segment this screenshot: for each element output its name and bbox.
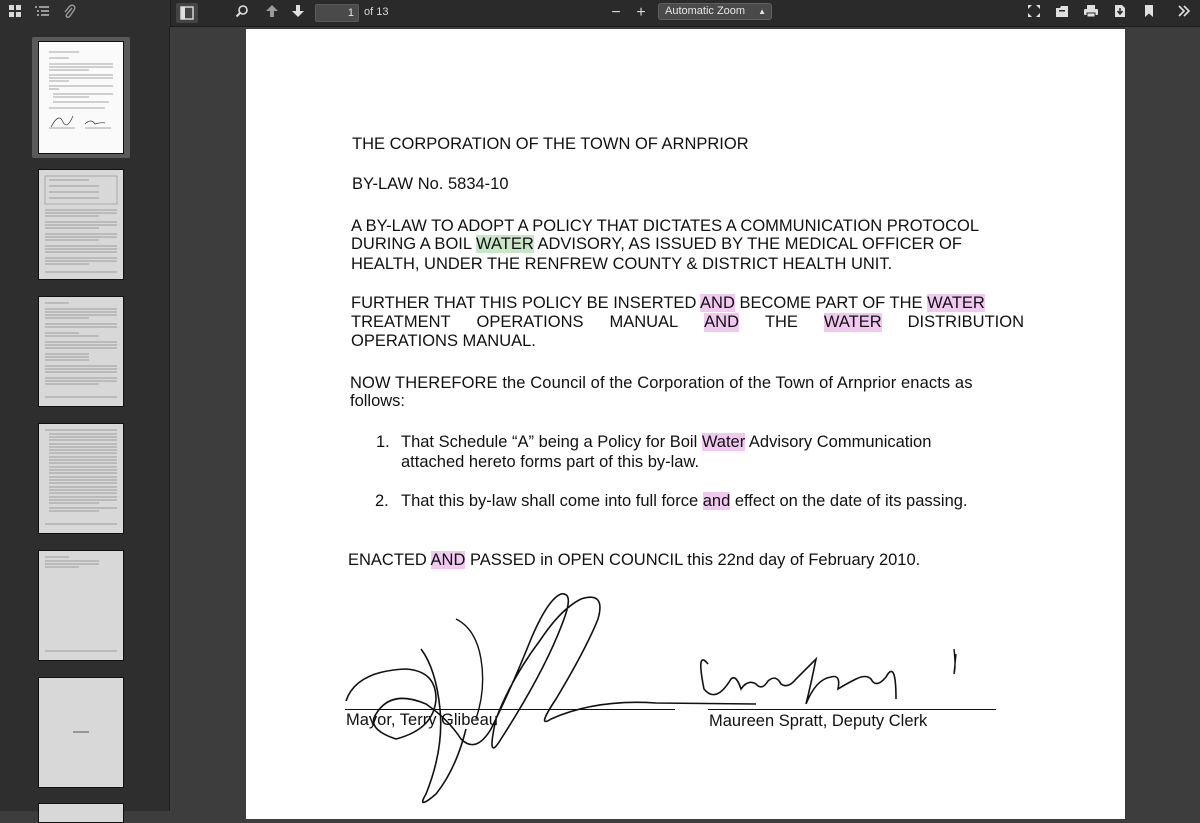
tools-menu-icon[interactable] <box>1174 4 1194 22</box>
search-match: Water <box>701 433 746 451</box>
page-count-label: of 13 <box>364 6 389 18</box>
clerk-signature-line <box>708 709 996 710</box>
further-line-3: OPERATIONS MANUAL. <box>351 332 536 350</box>
page-thumbnail-3[interactable] <box>38 296 124 407</box>
presentation-mode-icon[interactable] <box>1024 4 1044 22</box>
thumbnail-sidebar <box>0 27 170 811</box>
search-match: WATER <box>823 313 882 331</box>
title-line-1: A BY-LAW TO ADOPT A POLICY THAT DICTATES A COMMUNICATION PROTOCOL <box>351 217 980 235</box>
enacting-clause-line-1: NOW THEREFORE the Council of the Corporation of the Town of Arnprior enacts as <box>350 374 973 392</box>
print-icon[interactable] <box>1081 4 1101 22</box>
item-2-line: That this by-law shall come into full force and effect on the date of its passing. <box>401 492 968 510</box>
next-page-icon[interactable] <box>288 4 308 22</box>
search-match: and <box>702 492 731 510</box>
page-thumbnail-4[interactable] <box>38 423 124 534</box>
attachments-icon[interactable] <box>59 4 79 22</box>
mayor-signature-line <box>345 709 675 710</box>
mayor-signature-label: Mayor, Terry Glibeau <box>346 711 498 729</box>
zoom-in-button[interactable]: + <box>636 4 646 21</box>
title-line-3: HEALTH, UNDER THE RENFREW COUNTY & DISTRICT HEALTH UNIT. <box>351 255 893 273</box>
page-thumbnail-5[interactable] <box>38 550 124 661</box>
clerk-signature-label: Maureen Spratt, Deputy Clerk <box>709 712 928 730</box>
title-line-2: DURING A BOIL WATER ADVISORY, AS ISSUED BY THE MEDICAL OFFICER OF <box>351 235 962 253</box>
zoom-select[interactable] <box>658 3 772 20</box>
zoom-out-button[interactable]: − <box>611 4 621 21</box>
zoom-select-value: Automatic Zoom <box>665 5 746 17</box>
item-1-number: 1. <box>376 433 390 451</box>
item-1-line-1: That Schedule “A” being a Policy for Boil Water Advisory Communication <box>401 433 932 451</box>
signatures-image <box>336 579 1036 819</box>
open-file-icon[interactable] <box>1052 4 1072 22</box>
select-arrows-icon: ▲ <box>758 7 766 16</box>
page-thumbnail-7[interactable] <box>38 803 124 823</box>
bookmark-icon[interactable] <box>1139 4 1159 22</box>
enacting-clause-line-2: follows: <box>350 392 406 410</box>
page-thumbnail-1[interactable] <box>38 41 124 154</box>
sidebar-toolbar <box>0 0 171 27</box>
document-heading: THE CORPORATION OF THE TOWN OF ARNPRIOR <box>352 135 749 153</box>
sidebar-toggle-icon[interactable] <box>176 3 198 23</box>
outline-view-icon[interactable] <box>32 4 52 22</box>
page-thumbnail-2[interactable] <box>38 169 124 280</box>
document-page-1 <box>246 29 1125 819</box>
search-match: AND <box>704 313 739 331</box>
thumbnails-view-icon[interactable] <box>5 4 25 22</box>
document-viewer[interactable] <box>170 27 1200 811</box>
enacted-line: ENACTED AND PASSED in OPEN COUNCIL this 22nd day of February 2010. <box>348 551 921 569</box>
page-number-input[interactable]: 1 <box>315 4 359 22</box>
download-icon[interactable] <box>1110 4 1130 22</box>
selected-match: WATER <box>476 235 534 253</box>
item-2-number: 2. <box>375 492 389 510</box>
toolbar <box>0 0 1200 27</box>
search-match: WATER <box>927 294 985 312</box>
page-thumbnail-6[interactable] <box>38 677 124 788</box>
further-line-2: TREATMENT OPERATIONS MANUAL AND THE WATER DISTRIBUTION <box>351 313 1024 331</box>
search-match: AND <box>430 551 466 569</box>
bylaw-number: BY-LAW No. 5834-10 <box>352 175 509 193</box>
further-line-1: FURTHER THAT THIS POLICY BE INSERTED AND BECOME PART OF THE WATER <box>351 294 985 312</box>
search-match: AND <box>700 294 735 312</box>
search-icon[interactable] <box>232 4 252 22</box>
item-1-line-2: attached hereto forms part of this by-law. <box>401 453 700 471</box>
previous-page-icon[interactable] <box>262 4 282 22</box>
